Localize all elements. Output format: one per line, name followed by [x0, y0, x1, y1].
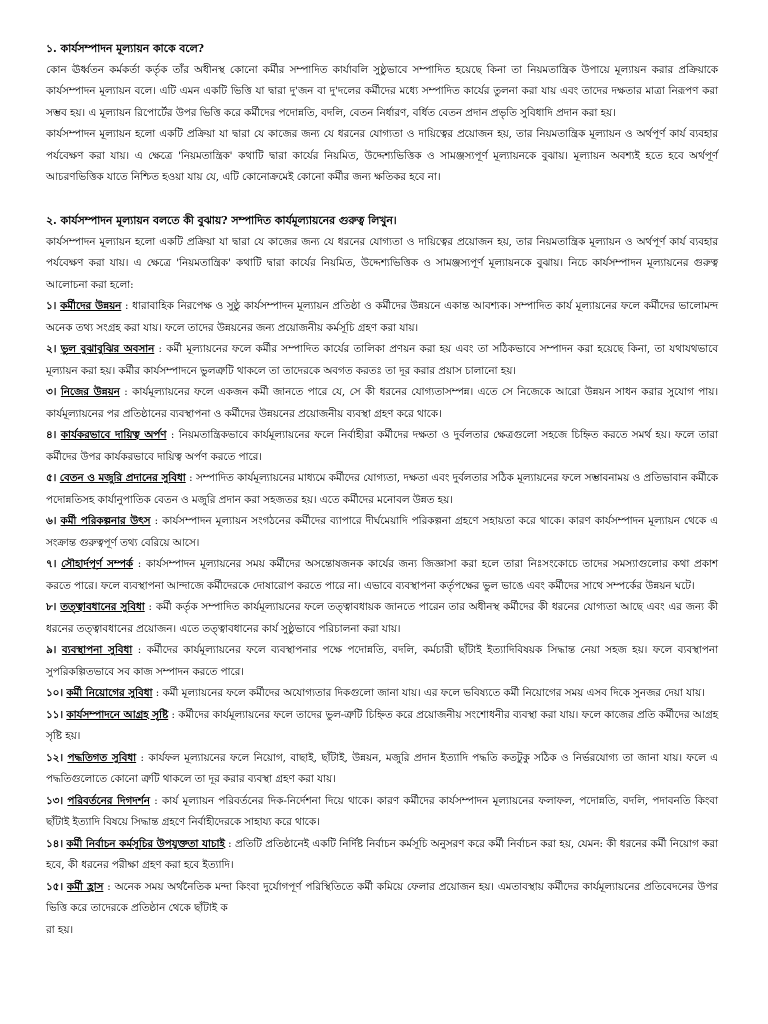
item-label: তত্ত্বাবধানের সুবিধা	[60, 601, 145, 613]
section-spacer	[46, 189, 718, 211]
item-number: ৬।	[46, 515, 57, 527]
importance-item	[46, 339, 718, 382]
item-label: পরিবর্তনের দিগদর্শন	[67, 794, 150, 807]
item-number: ১১।	[46, 708, 64, 721]
importance-item	[46, 597, 718, 640]
item-number: ২।	[46, 343, 57, 355]
importance-item	[46, 791, 718, 834]
importance-item	[46, 834, 718, 877]
item-text: : কর্মী কর্তৃক সম্পাদিত কার্যমূল্যায়নের ফলে তত্ত্বাবধায়ক জানতে পারেন তার অধীনস্থ কর্মীদের কী ধরনের যোগ্যতা আছে এবং এর জন্য কী ধরনের তত্ত্বাবধানের প্রয়োজন। এতে তত্ত্বাবধানের কার্য সুষ্ঠুভাবে পরিচালনা করা যায়।	[46, 601, 718, 635]
item-label: কর্মী নিয়োগের সুবিধা	[66, 687, 153, 699]
item-number: ৪।	[46, 429, 57, 441]
section1-heading: ১. কার্যসম্পাদন মূল্যায়ন কাকে বলে?	[46, 42, 204, 55]
item-label: কর্মীদের উন্নয়ন	[60, 300, 122, 312]
importance-item	[46, 382, 718, 425]
item-text: : প্রতিটি প্রতিষ্ঠানেই একটি নির্দিষ্ট নির্বাচন কর্মসূচি অনুসরণ করে কর্মী নির্বাচন করা হয়, যেমন: কী ধরনের কর্মী নিয়োগ করা হবে, কী ধরনের পরীক্ষা গ্রহণ করা হবে ইত্যাদি।	[46, 837, 718, 871]
item-number: ১০।	[46, 687, 64, 699]
item-number: ১৩।	[46, 794, 64, 807]
item-number: ৭।	[46, 558, 57, 570]
item-text: : কর্মী মূল্যায়নের ফলে কর্মীদের অযোগ্যতার দিকগুলো জানা যায়। এর ফলে ভবিষ্যতে কর্মী নিয়োগের সময় এসব দিকে সুনজর দেয়া যায়।	[155, 687, 705, 699]
item-label: কার্যসম্পাদনে আগ্রহ সৃষ্টি	[66, 708, 169, 721]
item-label: ব্যবস্থাপনা সুবিধা	[61, 644, 133, 656]
item-label: বেতন ও মজুরি প্রদানের সুবিধা	[59, 472, 186, 484]
item-label: পদ্ধতিগত সুবিধা	[67, 751, 137, 764]
importance-list	[46, 296, 718, 920]
item-label: নিজের উন্নয়ন	[60, 386, 120, 398]
item-text: : কার্যসম্পাদন মূল্যায়নের সময় কর্মীদের অসন্তোষজনক কার্যের জন্য জিজ্ঞাসা করা হলে তারা নিঃসংকোচে তাদের সমস্যাগুলোর কথা প্রকাশ করতে পারে। ফলে ব্যবস্থাপনা আন্দাজে কর্মীদেরকে দোষারোপ করতে পারে না। এভাবে ব্যবস্থাপনা কর্তৃপক্ষের ভুল ভাঙে এবং কর্মীদের সাথে সম্পর্কের উন্নয়ন ঘটে।	[46, 558, 718, 592]
item-label: সৌহার্দপূর্ণ সম্পর্ক	[61, 558, 133, 570]
importance-item	[46, 296, 718, 339]
section1-paragraph: কোন ঊর্ধ্বতন কর্মকর্তা কর্তৃক তাঁর অধীনস্থ কোনো কর্মীর সম্পাদিত কার্যাবলি সুষ্ঠুভাবে সম্পাদিত হয়েছে কিনা তা নিয়মতান্ত্রিক উপায়ে মূল্যায়ন করার প্রক্রিয়াকে কার্যসম্পাদন মূল্যায়ন বলে। এটি এমন একটি ভিত্তি যা দ্বারা দু'জন বা দু'দলের কর্মীদের মধ্যে সম্পাদিত কার্যের তুলনা করা যায় এবং তাদের দক্ষতার মাত্রা নিরূপণ করা সম্ভব হয়। এ মূল্যায়ন রিপোর্টের উপর ভিত্তি করে কর্মীদের পদোন্নতি, বদলি, বেতন নির্ধারণ, বর্ধিত বেতন প্রদান প্রভৃতি সুবিধাদি প্রদান করা হয়।	[46, 63, 718, 119]
item-number: ১।	[46, 300, 57, 312]
item-label: কর্মী পরিকল্পনার উৎস	[60, 515, 151, 527]
section2-intro: কার্যসম্পাদন মূল্যায়ন হলো একটি প্রক্রিয়া যা দ্বারা যে কাজের জন্য যে ধরনের যোগ্যতা ও দায়িত্বের প্রয়োজন হয়, তার নিয়মতান্ত্রিক মূল্যায়ন ও অর্থপূর্ণ কার্য ব্যবহার পর্যবেক্ষণ করা যায়। এ ক্ষেত্রে 'নিয়মতান্ত্রিক' কথাটি দ্বারা কার্যের নিয়মিত, উদ্দেশ্যভিত্তিক ও সামঞ্জস্যপূর্ণ মূল্যায়নকে বুঝায়। নিচে কার্যসম্পাদন মূল্যায়নের গুরুত্ব আলোচনা করা হলো:	[46, 235, 718, 291]
item-text: : ধারাবাহিক নিরপেক্ষ ও সুষ্ঠু কার্যসম্পাদন মূল্যায়ন প্রতিষ্ঠা ও কর্মীদের উন্নয়নে একান্ত আবশ্যক। সম্পাদিত কার্য মূল্যায়নের ফলে কর্মীদের ভালোমন্দ অনেক তথ্য সংগ্রহ করা যায়। ফলে তাদের উন্নয়নের জন্য প্রয়োজনীয় কর্মসূচি গ্রহণ করা যায়।	[46, 300, 718, 334]
item-label: কর্মী নির্বাচন কর্মসূচির উপযুক্ততা যাচাই	[66, 837, 225, 850]
importance-item	[46, 640, 718, 683]
item-text: : কর্মী মূল্যায়নের ফলে কর্মীর সম্পাদিত কার্যের তালিকা প্রণয়ন করা হয় এবং তা সঠিকভাবে সম্পাদন করা হয়েছে কিনা, তা যথাযথভাবে মূল্যায়ন করা হয়। কর্মীর কার্যসম্পাদনে ভুলত্রুটি থাকলে তা তাদেরকে অবগত করতঃ তা দূর করার প্রয়াস চালানো হয়।	[46, 343, 718, 377]
document-page	[46, 38, 718, 941]
item-number: ১৫।	[46, 880, 64, 893]
section2-heading: ২. কার্যসম্পাদন মূল্যায়ন বলতে কী বুঝায়? সম্পাদিত কার্যমূল্যায়নের গুরুত্ব লিখুন।	[46, 214, 397, 227]
item-label: ভুল বুঝাবুঝির অবসান	[60, 343, 155, 355]
item-text: : কার্য মূল্যায়ন পরিবর্তনের দিক-নির্দেশনা দিয়ে থাকে। কারণ কর্মীদের কার্যসম্পাদন মূল্যায়নের ফলাফল, পদোন্নতি, বদলি, পদাবনতি কিংবা ছাঁটাই ইত্যাদি বিষয়ে সিদ্ধান্ত গ্রহণে নির্বাহীদেরকে সাহায্য করে থাকে।	[46, 794, 718, 828]
importance-item	[46, 683, 718, 705]
importance-item	[46, 877, 718, 920]
importance-item	[46, 511, 718, 554]
importance-item	[46, 705, 718, 748]
item-number: ৯।	[46, 644, 57, 656]
item-number: ১৪।	[46, 837, 64, 850]
item-text: : কার্যফল মূল্যায়নের ফলে নিয়োগ, বাছাই, ছাঁটাই, উন্নয়ন, মজুরি প্রদান ইত্যাদি পদ্ধতি কতটুকু সঠিক ও নির্ভরযোগ্য তা জানা যায়। ফলে এ পদ্ধতিগুলোতে কোনো ত্রুটি থাকলে তা দূর করার ব্যবস্থা গ্রহণ করা যায়।	[46, 751, 718, 785]
item-number: ৮।	[46, 601, 57, 613]
item-text: : সম্পাদিত কার্যমূল্যায়নের মাধ্যমে কর্মীদের যোগ্যতা, দক্ষতা এবং দুর্বলতার সঠিক মূল্যায়নের ফলে সম্ভাবনাময় ও প্রতিভাবান কর্মীকে পদোন্নতিসহ কার্যানুপাতিক বেতন ও মজুরি প্রদান করা সহজতর হয়। এতে কর্মীদের মনোবল উন্নত হয়।	[46, 472, 718, 506]
item-text: : কর্মীদের কার্যমূল্যায়নের ফলে তাদের ভুল-ত্রুটি চিহ্নিত করে প্রয়োজনীয় সংশোধনীর ব্যবস্থা করা যায়। ফলে কাজের প্রতি কর্মীদের আগ্রহ সৃষ্টি হয়।	[46, 708, 718, 742]
item-label: কর্মী হ্রাস	[66, 880, 104, 893]
importance-item	[46, 554, 718, 597]
item-text: : কর্মীদের কার্যমূল্যায়নের ফলে ব্যবস্থাপনার পক্ষে পদোন্নতি, বদলি, কর্মচারী ছাঁটাই ইত্যাদিবিষয়ক সিদ্ধান্ত নেয়া সহজ হয়। ফলে ব্যবস্থাপনা সুপরিকল্পিতভাবে সব কাজ সম্পাদন করতে পারে।	[46, 644, 718, 678]
item-number: ৩।	[46, 386, 57, 398]
item-text: : কার্যসম্পাদন মূল্যায়ন সংগঠনের কর্মীদের ব্যাপারে দীর্ঘমেয়াদি পরিকল্পনা গ্রহণে সহায়তা করে থাকে। কারণ কার্যসম্পাদন মূল্যায়ন থেকে এ সংক্রান্ত গুরুত্বপূর্ণ তথ্য বেরিয়ে আসে।	[46, 515, 719, 549]
item-text: : কার্যমূল্যায়নের ফলে একজন কর্মী জানতে পারে যে, সে কী ধরনের যোগ্যতাসম্পন্ন। এতে সে নিজেকে আরো উন্নয়ন সাধন করার সুযোগ পায়। কার্যমূল্যায়নের পর প্রতিষ্ঠানের ব্যবস্থাপনা ও কর্মীদের উন্নয়নের প্রয়োজনীয় ব্যবস্থা গ্রহণ করে থাকে।	[46, 386, 718, 420]
item-text: : অনেক সময় অর্থনৈতিক মন্দা কিংবা দুর্যোগপূর্ণ পরিস্থিতিতে কর্মী কমিয়ে ফেলার প্রয়োজন হয়। এমতাবস্থায় কর্মীদের কার্যমূল্যায়নের প্রতিবেদনের উপর ভিত্তি করে তাদেরকে প্রতিষ্ঠান থেকে ছাঁটাই ক	[46, 880, 718, 914]
section2-closing: রা হয়।	[46, 923, 74, 936]
item-label: কার্যকরভাবে দায়িত্ব অর্পণ	[60, 429, 167, 441]
section1-paragraph: কার্যসম্পাদন মূল্যায়ন হলো একটি প্রক্রিয়া যা দ্বারা যে কাজের জন্য যে ধরনের যোগ্যতা ও দায়িত্বের প্রয়োজন হয়, তার নিয়মতান্ত্রিক মূল্যায়ন ও অর্থপূর্ণ কার্য ব্যবহার পর্যবেক্ষণ করা যায়। এ ক্ষেত্রে 'নিয়মতান্ত্রিক' কথাটি দ্বারা কার্যের নিয়মিত, উদ্দেশ্যভিত্তিক ও সামঞ্জস্যপূর্ণ মূল্যায়নকে বুঝায়। মূল্যায়ন অবশ্যই হতে হবে অর্থপূর্ণ আচরণভিত্তিক যাতে নিশ্চিত হওয়া যায় যে, এটি কোনোক্রমেই কোনো কর্মীর জন্য ক্ষতিকর হবে না।	[46, 128, 718, 183]
item-number: ৫।	[46, 472, 57, 484]
item-number: ১২।	[46, 751, 64, 764]
item-text: : নিয়মতান্ত্রিকভাবে কার্যমূল্যায়নের ফলে নির্বাহীরা কর্মীদের দক্ষতা ও দুর্বলতার ক্ষেত্রগুলো সহজে চিহ্নিত করতে সমর্থ হয়। ফলে তারা কর্মীদের উপর কার্যকরভাবে দায়িত্ব অর্পণ করতে পারে।	[46, 429, 718, 463]
importance-item	[46, 425, 718, 468]
importance-item	[46, 468, 718, 511]
importance-item	[46, 748, 718, 791]
